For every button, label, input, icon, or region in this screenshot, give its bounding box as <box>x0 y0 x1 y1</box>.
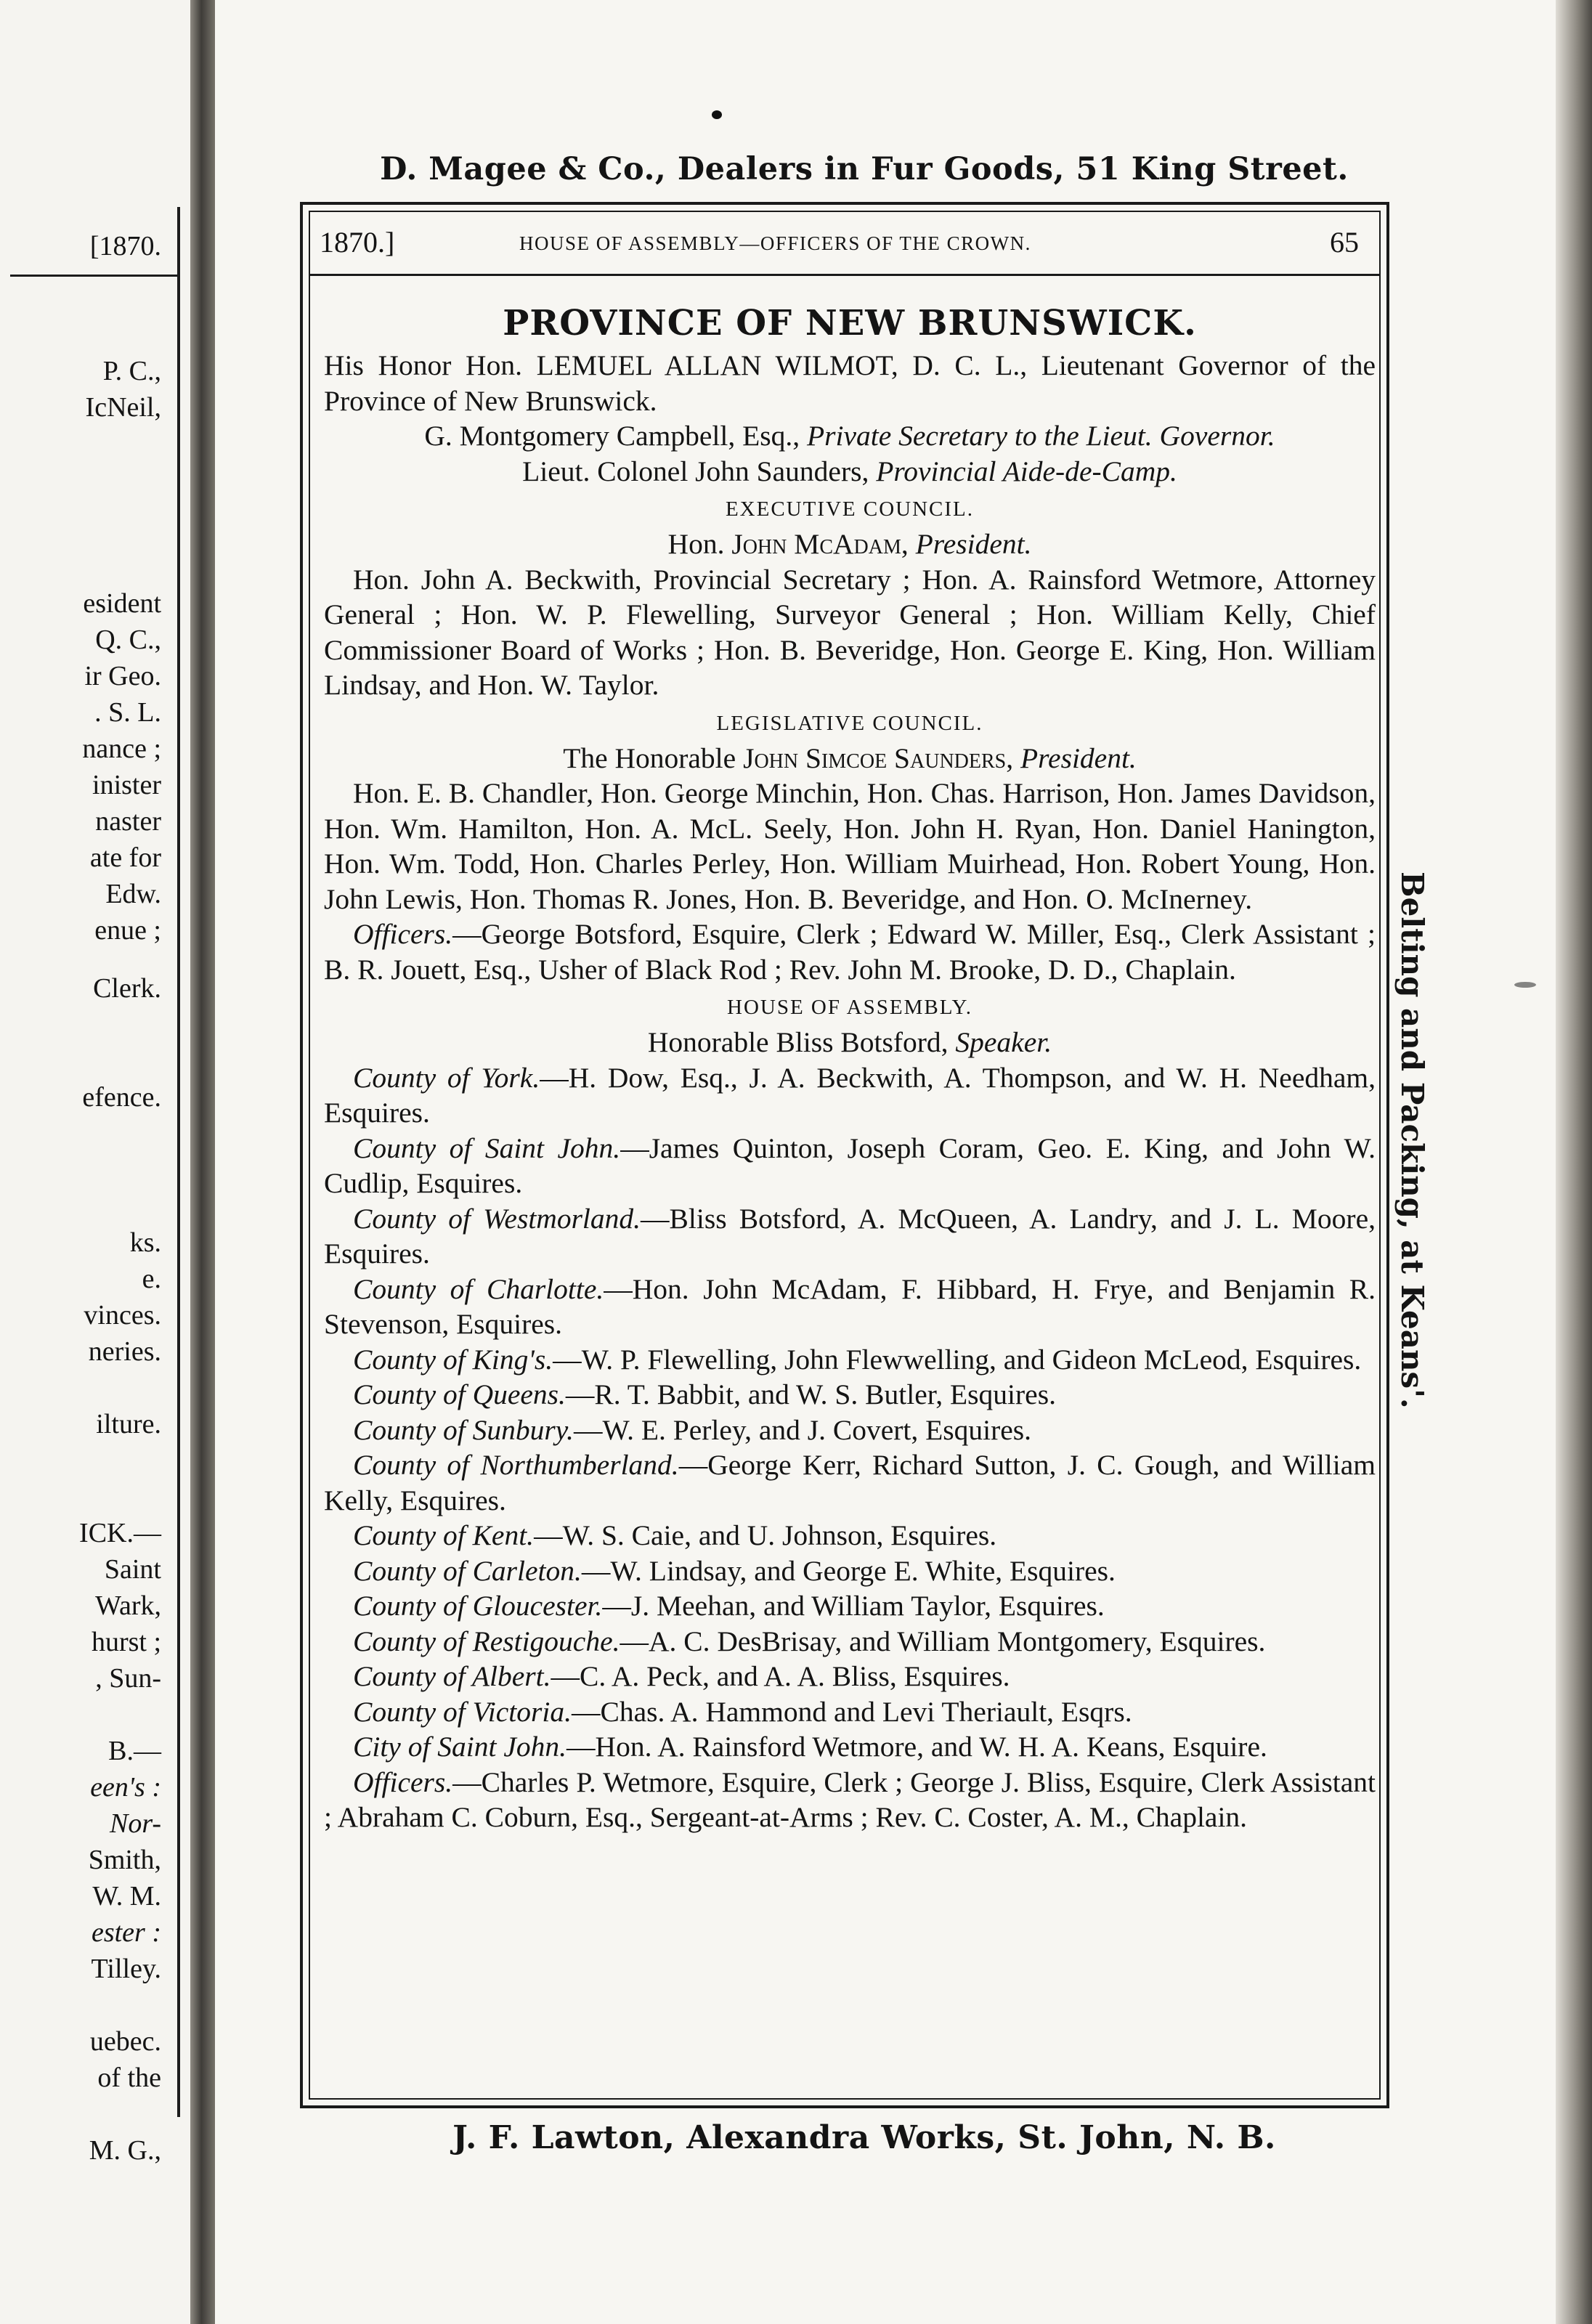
county-members: —James Quinton, Joseph Coram, Geo. E. King, and John W. Cudlip, Esquires. <box>324 1131 1376 1199</box>
left-page-fragment-line: IcNeil, <box>85 392 161 423</box>
page-number: 65 <box>1330 226 1359 259</box>
left-page-fragment-line: ks. <box>129 1227 161 1258</box>
left-page-fragment-line: W. M. <box>92 1881 161 1911</box>
left-page-fragment-line: ICK.— <box>79 1518 161 1548</box>
left-page-fragment-line: ester : <box>91 1917 161 1948</box>
assembly-officers-label: Officers. <box>353 1766 453 1798</box>
ink-speck <box>1514 982 1536 988</box>
left-page-fragment-line: P. C., <box>102 356 161 386</box>
county-name: County of Victoria. <box>353 1695 572 1728</box>
county-name: County of Saint John. <box>353 1131 621 1164</box>
legislative-president <box>324 741 1376 776</box>
county-members: —R. T. Babbit, and W. S. Butler, Esquires. <box>565 1378 1056 1410</box>
running-head <box>309 211 1381 276</box>
county-name: County of King's. <box>353 1343 553 1376</box>
secretary-role: Private Secretary to the Lieut. Governor. <box>806 420 1275 452</box>
left-page-fragment-line: Smith, <box>88 1845 161 1875</box>
left-page-fragment-line: . S. L. <box>94 697 161 728</box>
county-name: City of Saint John. <box>353 1731 567 1763</box>
executive-president-role: President. <box>915 528 1032 560</box>
house-of-assembly-heading: HOUSE OF ASSEMBLY. <box>727 996 972 1019</box>
left-page-fragment-line: hurst ; <box>91 1627 161 1657</box>
left-page-fragment-line: ilture. <box>96 1409 161 1439</box>
left-page-fragment-line: esident <box>83 588 161 619</box>
left-page-fragment-line: efence. <box>82 1082 161 1113</box>
left-page-fragment-line: inister <box>92 770 161 800</box>
speaker-prefix: Honorable Bliss Botsford, <box>647 1026 949 1058</box>
legislative-president-role: President. <box>1020 742 1137 774</box>
left-page-header: [1870. <box>89 231 161 261</box>
legislative-officers-label: Officers. <box>353 918 453 950</box>
top-advertisement: D. Magee & Co., Dealers in Fur Goods, 51 King Street. <box>380 151 1349 187</box>
county-members: —H. Dow, Esq., J. A. Beckwith, A. Thompson, and W. H. Needham, Esquires. <box>324 1061 1376 1129</box>
county-name: County of Charlotte. <box>353 1272 604 1305</box>
side-advertisement-text: Belting and Packing, at Keans'. <box>1394 871 1430 1409</box>
county-entry <box>324 1553 1376 1589</box>
county-name: County of Westmorland. <box>353 1202 641 1235</box>
bottom-advertisement: J. F. Lawton, Alexandra Works, St. John, N. B. <box>452 2119 1276 2156</box>
binding-gutter <box>190 0 215 2324</box>
left-page-fragment-line: neries. <box>88 1336 161 1367</box>
county-members: —W. E. Perley, and J. Covert, Esquires. <box>573 1413 1032 1446</box>
county-entry <box>324 1342 1376 1378</box>
county-name: County of Northumberland. <box>353 1449 679 1481</box>
county-entry <box>324 1518 1376 1553</box>
page-content <box>324 301 1376 1835</box>
county-members: —Hon. A. Rainsford Wetmore, and W. H. A. Keans, Esquire. <box>566 1731 1267 1763</box>
assembly-officers <box>324 1765 1376 1835</box>
legislative-president-prefix: The Honorable <box>563 742 736 774</box>
executive-president-prefix: Hon. <box>667 528 725 560</box>
county-members: —Hon. John McAdam, F. Hibbard, H. Frye, and Benjamin R. Stevenson, Esquires. <box>324 1272 1376 1340</box>
aide-entry <box>324 454 1376 489</box>
left-page-fragment-line: ir Geo. <box>84 661 161 691</box>
county-members: —Chas. A. Hammond and Levi Theriault, Esqrs. <box>571 1695 1132 1728</box>
county-members: —George Kerr, Richard Sutton, J. C. Gough, and William Kelly, Esquires. <box>324 1449 1376 1516</box>
county-entry <box>324 1447 1376 1518</box>
county-members: —J. Meehan, and William Taylor, Esquires. <box>602 1590 1105 1622</box>
county-entry <box>324 1624 1376 1659</box>
left-page-fragment-line: of the <box>97 2063 161 2093</box>
aide-role: Provincial Aide-de-Camp. <box>876 455 1177 487</box>
left-page-fragment-line: , Sun- <box>95 1663 161 1694</box>
county-entry <box>324 1729 1376 1765</box>
left-page-fragment <box>0 0 190 2324</box>
left-page-fragment-line: Nor- <box>109 1808 161 1839</box>
county-name: County of Carleton. <box>353 1554 582 1587</box>
left-page-fragment-line: Clerk. <box>93 973 161 1004</box>
governor-text: His Honor Hon. LEMUEL ALLAN WILMOT, D. C. L., Lieutenant Governor of the Province of New Brunswick. <box>324 349 1376 417</box>
county-entry <box>324 1272 1376 1342</box>
left-page-fragment-line: nance ; <box>82 734 161 764</box>
county-members: —A. C. DesBrisay, and William Montgomery, Esquires. <box>620 1625 1266 1657</box>
aide-name: Lieut. Colonel John Saunders, <box>522 455 869 487</box>
county-entry <box>324 1131 1376 1201</box>
left-page-fragment-line: een's : <box>90 1772 161 1803</box>
executive-president-name: John McAdam, <box>731 528 909 560</box>
county-entry <box>324 1659 1376 1694</box>
left-page-fragment-line: vinces. <box>84 1300 161 1330</box>
legislative-officers-text: —George Botsford, Esquire, Clerk ; Edward W. Miller, Esq., Clerk Assistant ; B. R. Jouett, Esq., Usher of Black Rod ; Rev. John M. Brooke, D. D., Chaplain. <box>324 918 1376 986</box>
county-members: —C. A. Peck, and A. A. Bliss, Esquires. <box>551 1660 1010 1692</box>
county-entry <box>324 1201 1376 1272</box>
left-page-fragment-line: uebec. <box>89 2026 161 2057</box>
left-page-fragment-line: B.— <box>108 1736 161 1766</box>
county-name: County of Kent. <box>353 1519 535 1551</box>
left-page-fragment-line: Wark, <box>95 1590 161 1621</box>
legislative-council-officers <box>324 917 1376 987</box>
county-members: —W. Lindsay, and George E. White, Esquires. <box>581 1554 1116 1587</box>
ink-speck <box>712 110 722 119</box>
county-name: County of Gloucester. <box>353 1590 603 1622</box>
county-entry <box>324 1694 1376 1730</box>
county-entry <box>324 1060 1376 1131</box>
county-members: —W. S. Caie, and U. Johnson, Esquires. <box>534 1519 997 1551</box>
page-edge <box>1556 0 1592 2324</box>
side-advertisement <box>1395 871 1431 1525</box>
county-name: County of Sunbury. <box>353 1413 574 1446</box>
executive-president <box>324 527 1376 562</box>
running-head-title: HOUSE OF ASSEMBLY—OFFICERS OF THE CROWN. <box>519 232 1031 254</box>
running-head-year: 1870.] <box>320 226 395 259</box>
county-name: County of York. <box>353 1061 540 1094</box>
speaker-role: Speaker. <box>955 1026 1052 1058</box>
county-name: County of Queens. <box>353 1378 566 1410</box>
legislative-council-heading: LEGISLATIVE COUNCIL. <box>716 711 983 735</box>
left-page-fragment-line: Q. C., <box>95 625 161 655</box>
county-name: County of Albert. <box>353 1660 551 1692</box>
secretary-name: G. Montgomery Campbell, Esq., <box>424 420 800 452</box>
governor-entry <box>324 348 1376 418</box>
secretary-entry <box>324 418 1376 454</box>
left-page-fragment-line: naster <box>95 806 161 837</box>
left-page-fragment-line: Edw. <box>105 879 161 909</box>
county-members: —Bliss Botsford, A. McQueen, A. Landry, and J. L. Moore, Esquires. <box>324 1202 1376 1269</box>
county-entry <box>324 1377 1376 1413</box>
legislative-council-members: Hon. E. B. Chandler, Hon. George Minchin, Hon. Chas. Harrison, Hon. James Davidson, Hon. Wm. Hamilton, Hon. A. McL. Seely, Hon. John H. Ryan, Hon. Daniel Hanington, Hon. Wm. Todd, Hon. Charles Perley, Hon. William Muirhead, Hon. Robert Young, Hon. John Lewis, Hon. Thomas R. Jones, Hon. B. Beveridge, and Hon. O. McInerney. <box>324 777 1376 915</box>
executive-council-members: Hon. John A. Beckwith, Provincial Secretary ; Hon. A. Rainsford Wetmore, Attorney General ; Hon. W. P. Flewelling, Surveyor General ; Hon. William Kelly, Chief Commissioner Board of Works ; Hon. B. Beveridge, Hon. George E. King, Hon. William Lindsay, and Hon. W. Taylor. <box>324 563 1376 701</box>
left-page-fragment-line: ate for <box>89 842 161 873</box>
speaker-entry <box>324 1025 1376 1060</box>
county-name: County of Restigouche. <box>353 1625 620 1657</box>
executive-council-heading: EXECUTIVE COUNCIL. <box>725 497 975 521</box>
left-page-fragment-line: Saint <box>104 1554 161 1585</box>
county-entry <box>324 1413 1376 1448</box>
left-page-fragment-line: M. G., <box>89 2135 161 2166</box>
county-entry <box>324 1588 1376 1624</box>
left-page-fragment-line: enue ; <box>94 915 161 946</box>
left-page-fragment-line: Tilley. <box>91 1954 161 1984</box>
legislative-president-name: John Simcoe Saunders, <box>743 742 1014 774</box>
assembly-officers-text: —Charles P. Wetmore, Esquire, Clerk ; George J. Bliss, Esquire, Clerk Assistant ; Abraham C. Coburn, Esq., Sergeant-at-Arms ; Rev. C. Coster, A. M., Chaplain. <box>324 1766 1376 1833</box>
province-title: PROVINCE OF NEW BRUNSWICK. <box>503 303 1197 344</box>
county-list <box>324 1060 1376 1765</box>
left-page-fragment-line: e. <box>142 1264 161 1294</box>
county-members: —W. P. Flewelling, John Flewwelling, and Gideon McLeod, Esquires. <box>553 1343 1362 1376</box>
